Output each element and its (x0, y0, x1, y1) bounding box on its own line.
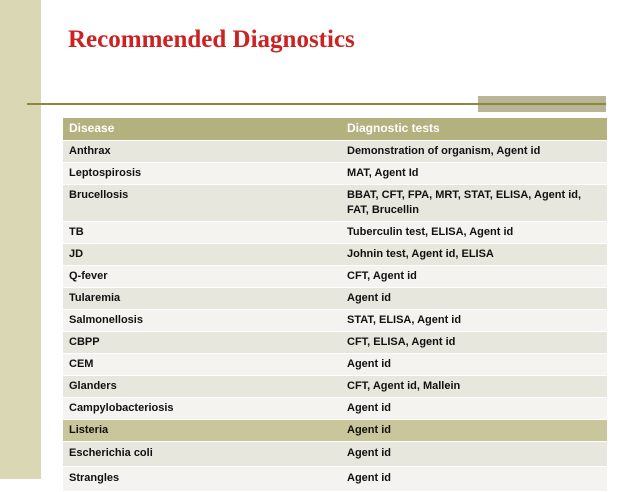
table-row (63, 185, 607, 222)
table-row (63, 266, 607, 288)
disease-cell: Glanders (63, 376, 341, 398)
table-row (63, 467, 607, 492)
table-row (63, 332, 607, 354)
tests-cell: Demonstration of organism, Agent id (341, 141, 607, 163)
header-diagnostic-tests: Diagnostic tests (341, 118, 607, 141)
tests-cell: CFT, Agent id, Mallein (341, 376, 607, 398)
disease-cell: Q-fever (63, 266, 341, 288)
disease-cell: TB (63, 222, 341, 244)
tests-cell: Tuberculin test, ELISA, Agent id (341, 222, 607, 244)
table-row (63, 442, 607, 467)
table-header-row (63, 118, 607, 141)
table-row (63, 354, 607, 376)
table-row (63, 141, 607, 163)
left-decorative-bar (0, 0, 41, 479)
tests-cell: CFT, ELISA, Agent id (341, 332, 607, 354)
tests-cell: BBAT, CFT, FPA, MRT, STAT, ELISA, Agent id, FAT, Brucellin (341, 185, 607, 222)
tests-cell: CFT, Agent id (341, 266, 607, 288)
table-row (63, 163, 607, 185)
header-disease: Disease (63, 118, 341, 141)
tests-cell: Agent id (341, 354, 607, 376)
disease-cell: Campylobacteriosis (63, 398, 341, 420)
diagnostics-table (63, 118, 607, 492)
table-row-highlighted (63, 420, 607, 442)
slide-title: Recommended Diagnostics (68, 26, 355, 53)
disease-cell: Listeria (63, 420, 341, 442)
disease-cell: Tularemia (63, 288, 341, 310)
tests-cell: Agent id (341, 467, 607, 492)
disease-cell: CBPP (63, 332, 341, 354)
tests-cell: STAT, ELISA, Agent id (341, 310, 607, 332)
title-divider (27, 103, 606, 105)
disease-cell: Anthrax (63, 141, 341, 163)
disease-cell: Leptospirosis (63, 163, 341, 185)
table-row (63, 244, 607, 266)
table-row (63, 222, 607, 244)
disease-cell: Strangles (63, 467, 341, 492)
table-row (63, 398, 607, 420)
disease-cell: Salmonellosis (63, 310, 341, 332)
disease-cell: Escherichia coli (63, 442, 341, 467)
tests-cell: Agent id (341, 288, 607, 310)
disease-cell: JD (63, 244, 341, 266)
table-row (63, 288, 607, 310)
table-row (63, 310, 607, 332)
tests-cell: Agent id (341, 442, 607, 467)
tests-cell: Johnin test, Agent id, ELISA (341, 244, 607, 266)
tests-cell: Agent id (341, 420, 607, 442)
disease-cell: CEM (63, 354, 341, 376)
disease-cell: Brucellosis (63, 185, 341, 222)
tests-cell: Agent id (341, 398, 607, 420)
tests-cell: MAT, Agent Id (341, 163, 607, 185)
table-row (63, 376, 607, 398)
